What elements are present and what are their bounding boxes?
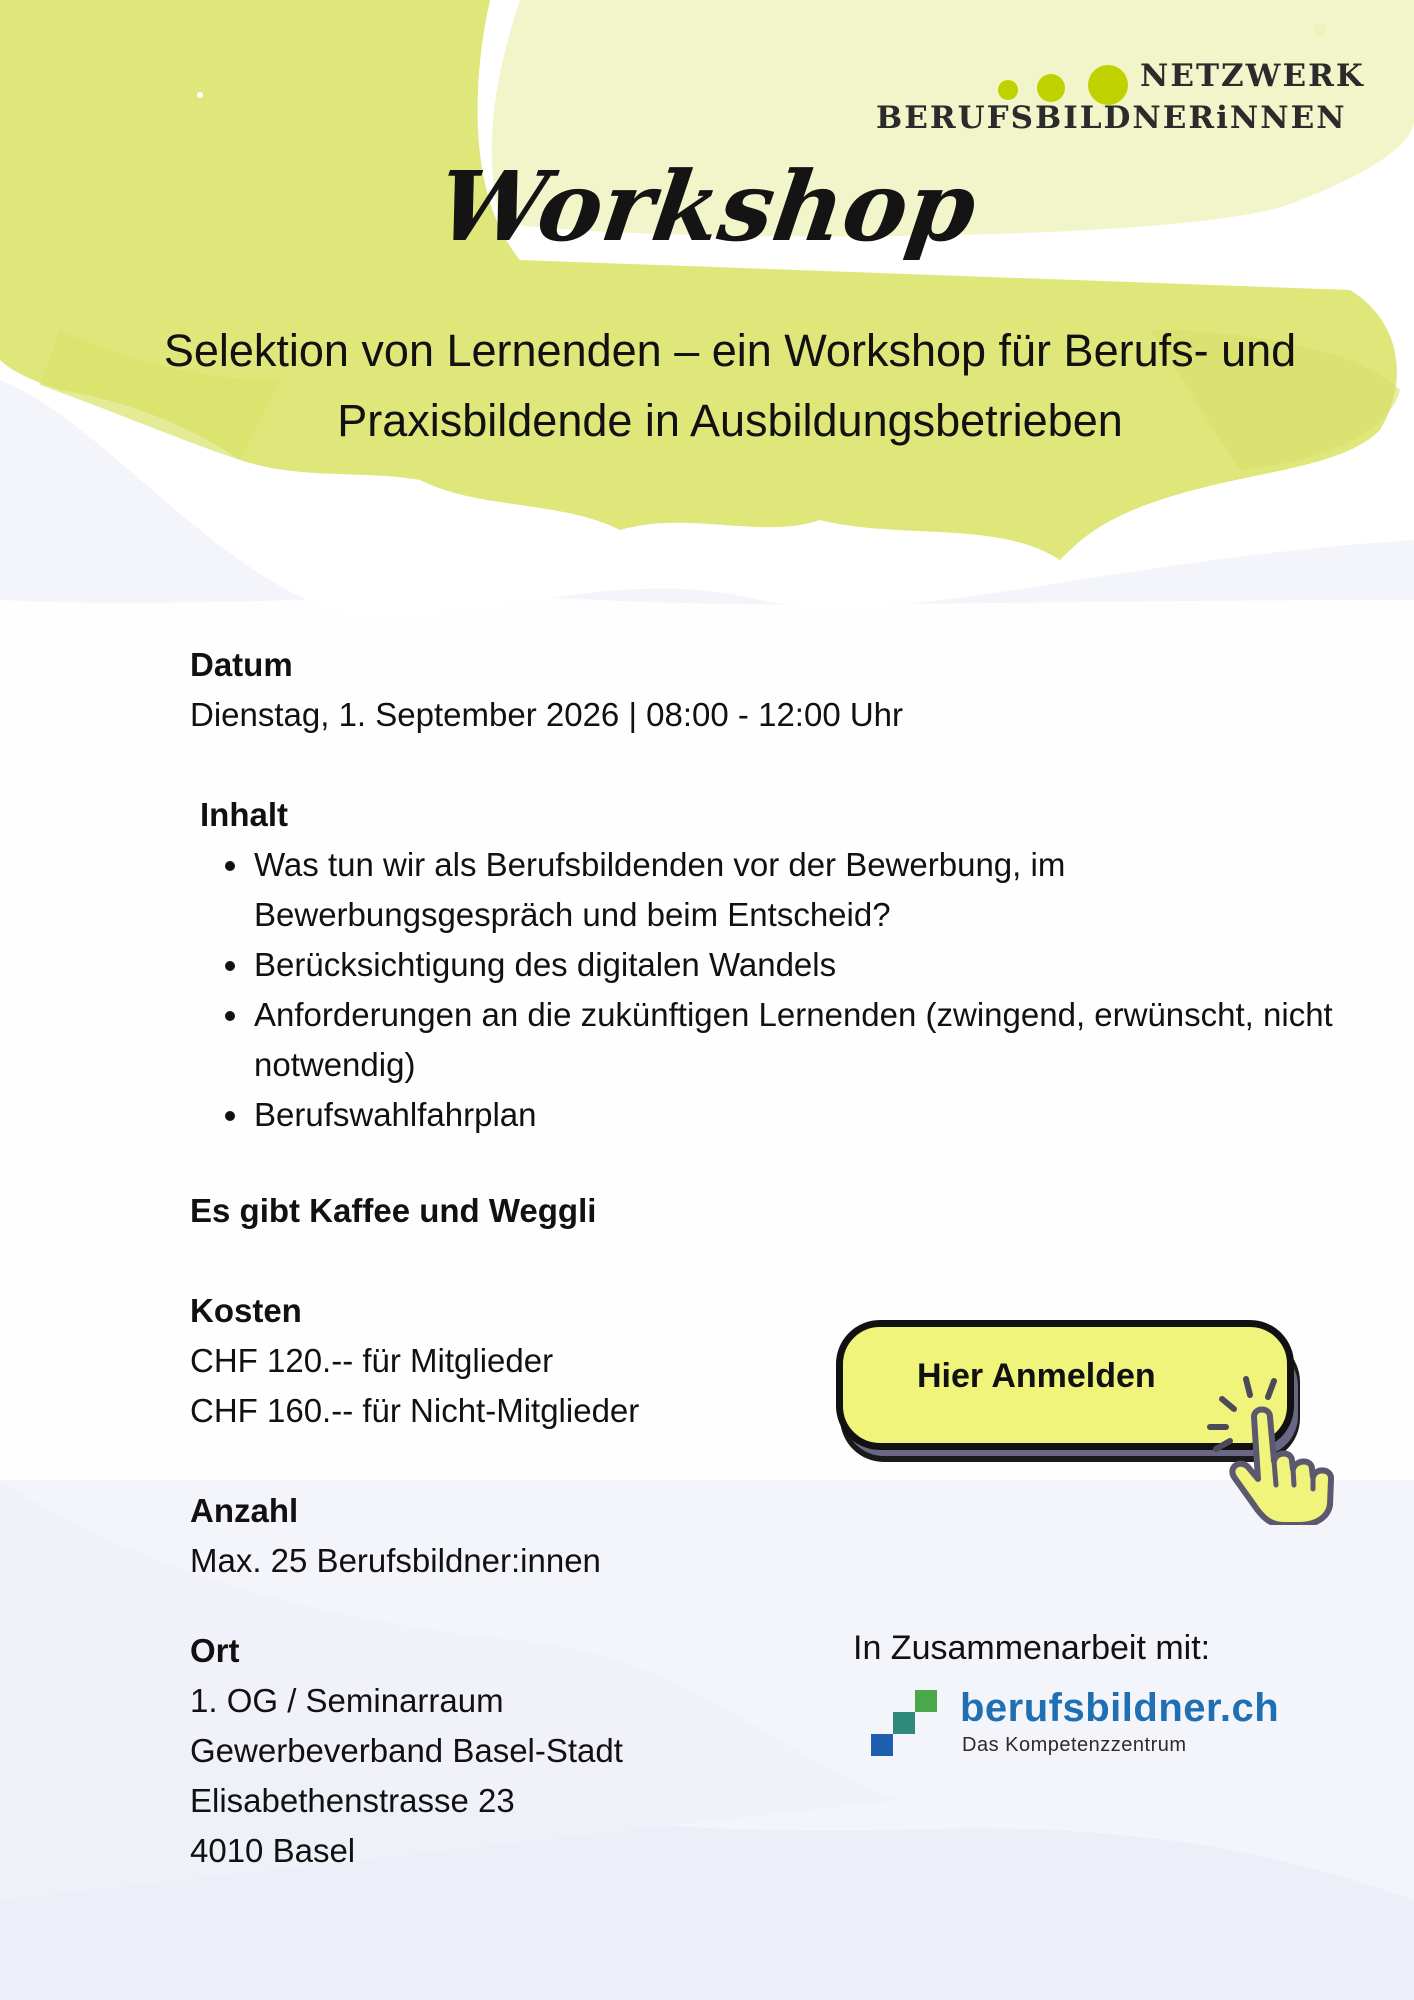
inhalt-section bbox=[190, 790, 1370, 1140]
squares-logo-icon bbox=[870, 1688, 950, 1760]
datum-label: Datum bbox=[190, 646, 293, 683]
kosten-label: Kosten bbox=[190, 1292, 302, 1329]
list-item: • Berufswahlfahrplan bbox=[252, 1090, 1370, 1140]
partner-name: berufsbildner.ch bbox=[960, 1686, 1280, 1730]
logo-text-berufsbildnerinnen: BERUFSBILDNERiNNEN bbox=[876, 100, 1347, 136]
workshop-script-title: Workshop bbox=[430, 150, 983, 263]
list-item: • Was tun wir als Berufsbildenden vor der Bewerbung, im Bewerbungsgespräch und beim Entscheid? bbox=[252, 840, 1370, 940]
workshop-subtitle bbox=[60, 316, 1400, 456]
register-button-label: Hier Anmelden bbox=[917, 1357, 1156, 1395]
register-cta[interactable] bbox=[836, 1320, 1356, 1530]
datum-value: Dienstag, 1. September 2026 | 08:00 - 12:00 Uhr bbox=[190, 696, 904, 733]
inhalt-list bbox=[190, 840, 1370, 1140]
anzahl-value: Max. 25 Berufsbildner:innen bbox=[190, 1542, 601, 1579]
kaffee-text: Es gibt Kaffee und Weggli bbox=[190, 1192, 597, 1229]
netzwerk-logo bbox=[870, 52, 1370, 142]
kosten-mitglieder: CHF 120.-- für Mitglieder bbox=[190, 1342, 554, 1379]
kosten-nicht-mitglieder: CHF 160.-- für Nicht-Mitglieder bbox=[190, 1392, 640, 1429]
ort-label: Ort bbox=[190, 1632, 240, 1669]
partner-tagline: Das Kompetenzzentrum bbox=[962, 1734, 1187, 1756]
inhalt-label: Inhalt bbox=[200, 796, 288, 833]
pointing-hand-icon bbox=[1196, 1365, 1356, 1525]
ort-line-4: 4010 Basel bbox=[190, 1832, 356, 1869]
logo-text-netzwerk: NETZWERK bbox=[1140, 58, 1365, 94]
ort-section bbox=[190, 1626, 950, 1876]
ort-line-3: Elisabethenstrasse 23 bbox=[190, 1782, 515, 1819]
partner-intro: In Zusammenarbeit mit: bbox=[853, 1629, 1211, 1667]
ort-line-2: Gewerbeverband Basel-Stadt bbox=[190, 1732, 623, 1769]
subtitle-line-2: Praxisbildende in Ausbildungsbetrieben bbox=[337, 395, 1123, 446]
anzahl-label: Anzahl bbox=[190, 1492, 299, 1529]
berufsbildner-logo bbox=[870, 1682, 1290, 1762]
datum-section bbox=[190, 640, 950, 740]
kaffee-section bbox=[190, 1186, 950, 1236]
list-item: • Berücksichtigung des digitalen Wandels bbox=[252, 940, 1370, 990]
subtitle-line-1: Selektion von Lernenden – ein Workshop für Berufs- und bbox=[163, 325, 1297, 376]
ort-line-1: 1. OG / Seminarraum bbox=[190, 1682, 504, 1719]
list-item: • Anforderungen an die zukünftigen Lernenden (zwingend, erwünscht, nicht notwendig) bbox=[252, 990, 1370, 1090]
